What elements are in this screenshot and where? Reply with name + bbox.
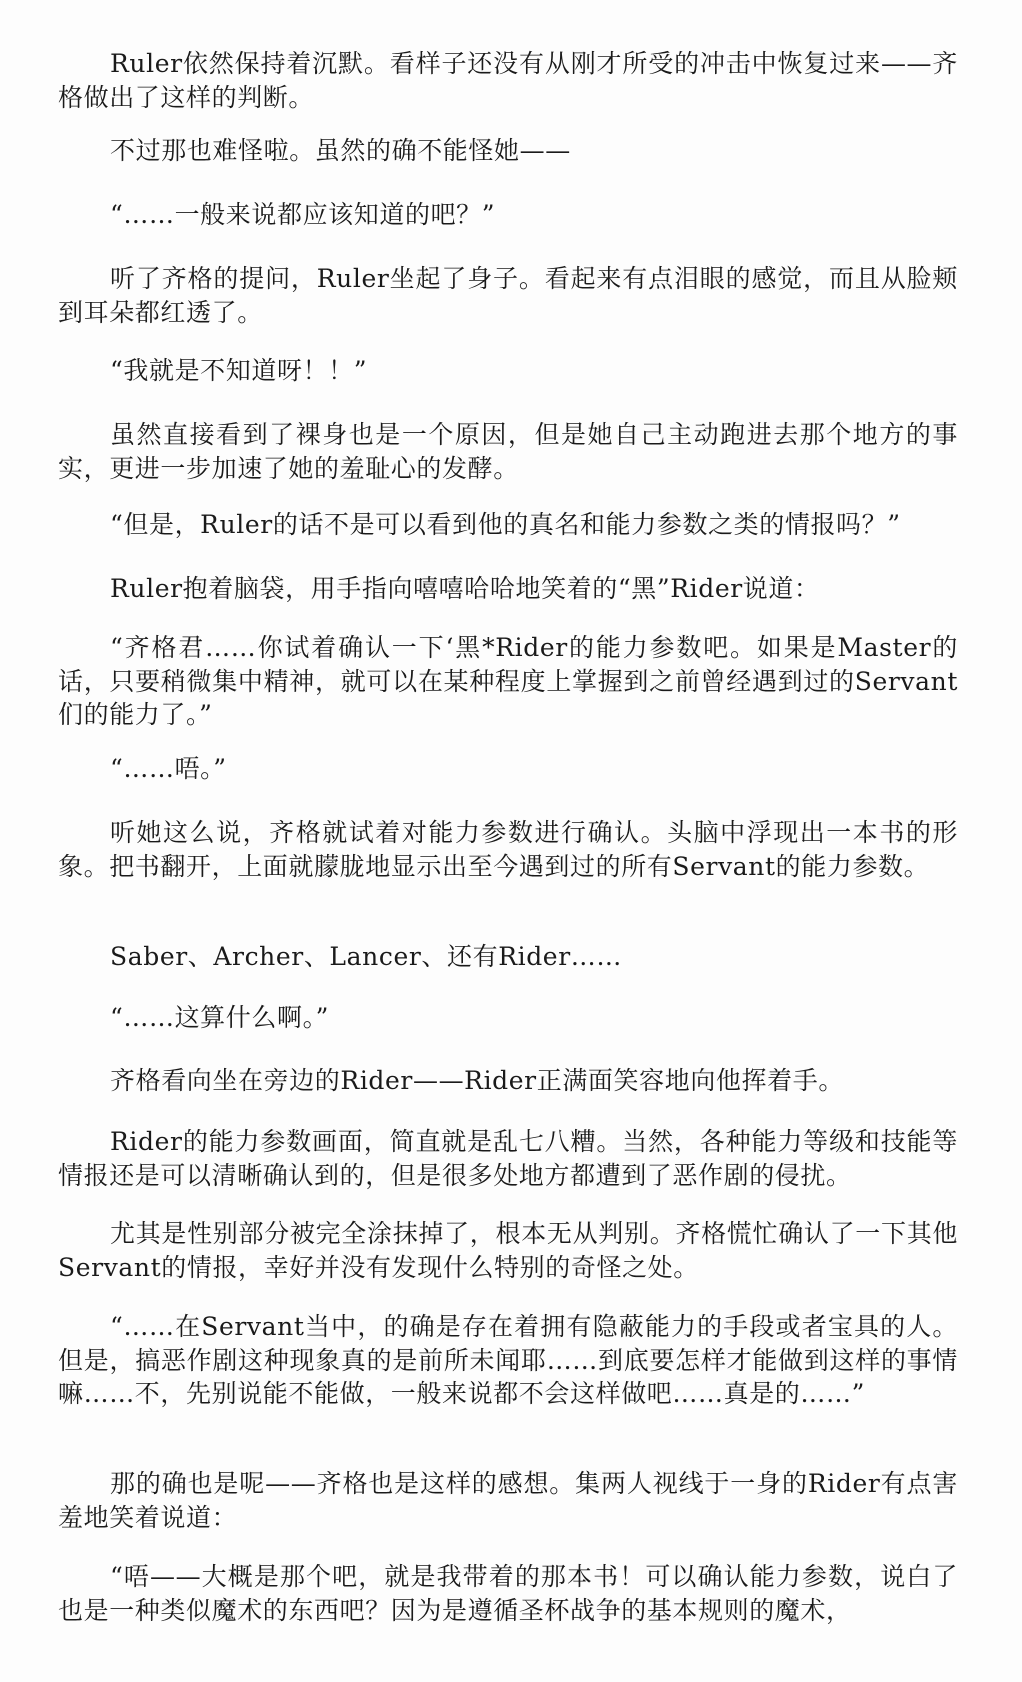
paragraph-16: 尤其是性别部分被完全涂抹掉了，根本无从判别。齐格慌忙确认了一下其他Servant的情报，幸好并没有发现什么特别的奇怪之处。 <box>58 1219 958 1282</box>
paragraph-2: 不过那也难怪啦。虽然的确不能怪她—— <box>110 136 571 165</box>
paragraph-17: “……在Servant当中，的确是存在着拥有隐蔽能力的手段或者宝具的人。但是，搞恶作剧这种现象真的是前所未闻耶……到底要怎样才能做到这样的事情嘛……不，先别说能不能做，一般来说都不会这样做吧……真是的……” <box>58 1312 958 1408</box>
paragraph-12: Saber、Archer、Lancer、还有Rider…… <box>110 942 622 971</box>
paragraph-7: “但是，Ruler的话不是可以看到他的真名和能力参数之类的情报吗？” <box>110 510 901 539</box>
paragraph-10: “……唔。” <box>110 754 227 783</box>
paragraph-1: Ruler依然保持着沉默。看样子还没有从刚才所受的冲击中恢复过来——齐格做出了这样的判断。 <box>58 49 958 112</box>
paragraph-4: 听了齐格的提问，Ruler坐起了身子。看起来有点泪眼的感觉，而且从脸颊到耳朵都红透了。 <box>58 264 958 327</box>
paragraph-5: “我就是不知道呀！！” <box>110 356 368 385</box>
paragraph-13: “……这算什么啊。” <box>110 1003 330 1032</box>
paragraph-15: Rider的能力参数画面，简直就是乱七八糟。当然，各种能力等级和技能等情报还是可以清晰确认到的，但是很多处地方都遭到了恶作剧的侵扰。 <box>58 1127 958 1190</box>
paragraph-8: Ruler抱着脑袋，用手指向嘻嘻哈哈地笑着的“黑”Rider说道： <box>110 574 820 603</box>
paragraph-3: “……一般来说都应该知道的吧？” <box>110 200 496 229</box>
paragraph-9: “齐格君……你试着确认一下‘黑*Rider的能力参数吧。如果是Master的话，只要稍微集中精神，就可以在某种程度上掌握到之前曾经遇到过的Servant们的能力了。” <box>58 633 958 729</box>
paragraph-6: 虽然直接看到了裸身也是一个原因，但是她自己主动跑进去那个地方的事实，更进一步加速了她的羞耻心的发酵。 <box>58 420 958 483</box>
paragraph-11: 听她这么说，齐格就试着对能力参数进行确认。头脑中浮现出一本书的形象。把书翻开，上面就朦胧地显示出至今遇到过的所有Servant的能力参数。 <box>58 818 958 881</box>
paragraph-14: 齐格看向坐在旁边的Rider——Rider正满面笑容地向他挥着手。 <box>110 1066 844 1095</box>
paragraph-18: 那的确也是呢——齐格也是这样的感想。集两人视线于一身的Rider有点害羞地笑着说道： <box>58 1469 958 1532</box>
paragraph-19: “唔——大概是那个吧，就是我带着的那本书！可以确认能力参数，说白了也是一种类似魔术的东西吧？因为是遵循圣杯战争的基本规则的魔术， <box>58 1562 958 1625</box>
